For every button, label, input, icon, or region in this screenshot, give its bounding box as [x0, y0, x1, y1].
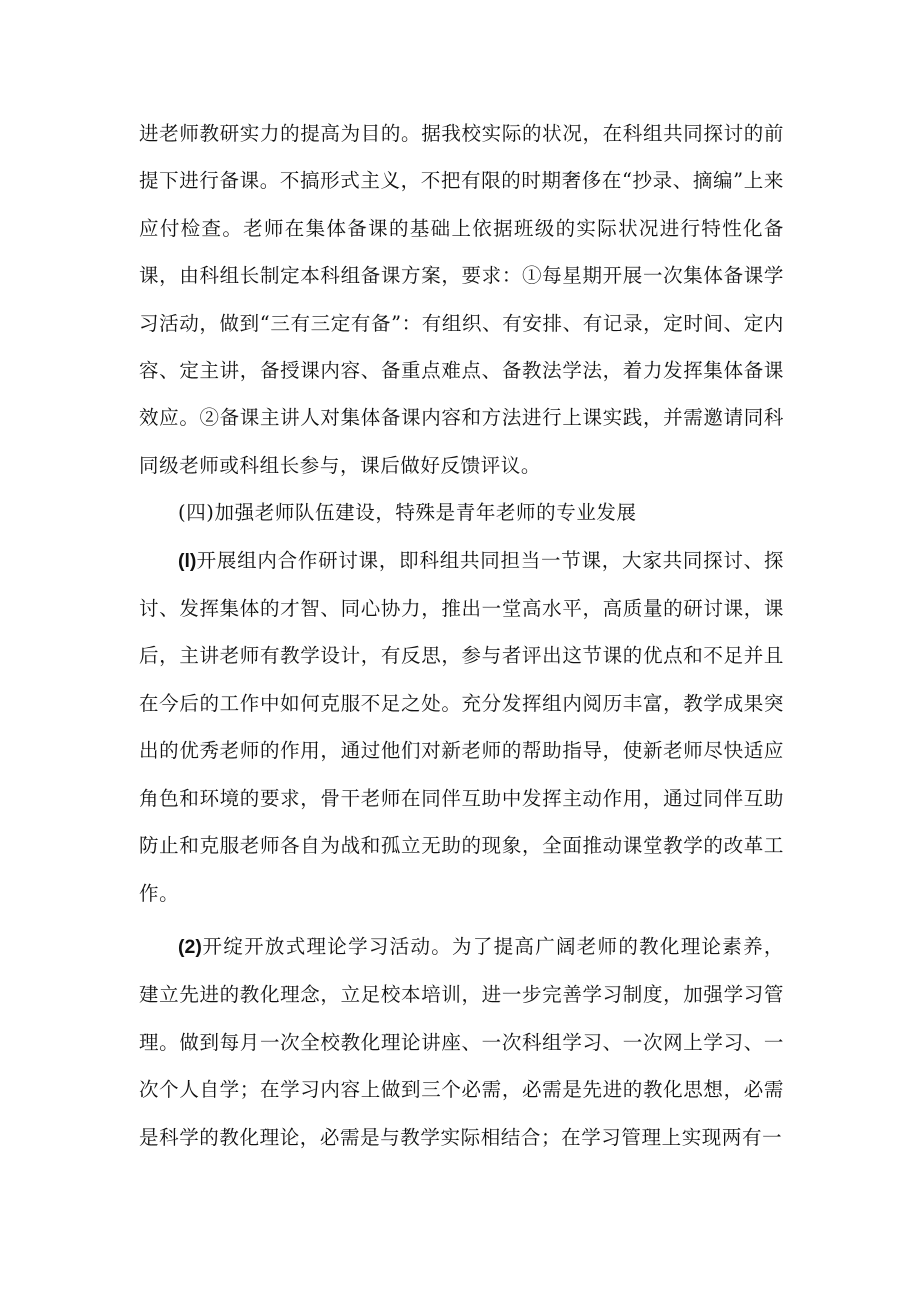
item-number: (2)	[178, 935, 202, 958]
paragraph-text: 开展组内合作研讨课，即科组共同担当一节课，大家共同探讨、探讨、发挥集体的才智、同心协力，推出一堂高水平，高质量的研讨课，课后，主讲老师有教学设计，有反思，参与者评出这节课的优点和不足并且在今后的工作中如何克服不足之处。充分发挥组内阅历丰富，教学成果突出的优秀老师的作用，通过他们对新老师的帮助指导，使新老师尽快适应角色和环境的要求，骨干老师在同伴互助中发挥主动作用，通过同伴互助防止和克服老师各自为战和孤立无助的现象，全面推动课堂教学的改革工作。	[139, 548, 784, 905]
document-body	[139, 110, 784, 1161]
paragraph-lesson-preparation: 进老师教研实力的提高为目的。据我校实际的状况，在科组共同探讨的前提下进行备课。不搞形式主义，不把有限的时期奢侈在“抄录、摘编”上来应付检查。老师在集体备课的基础上依据班级的实际状况进行特性化备课，由科组长制定本科组备课方案，要求：①每星期开展一次集体备课学习活动，做到“三有三定有备”：有组织、有安排、有记录，定时间、定内容、定主讲，备授课内容、备重点难点、备教法学法，着力发挥集体备课效应。②备课主讲人对集体备课内容和方法进行上课实践，并需邀请同科同级老师或科组长参与，课后做好反馈评议。	[139, 122, 784, 477]
paragraph-text: 开绽开放式理论学习活动。为了提高广阔老师的教化理论素养，建立先进的教化理念，立足校本培训，进一步完善学习制度，加强学习管理。做到每月一次全校教化理论讲座、一次科组学习、一次网上学习、一次个人自学；在学习内容上做到三个必需，必需是先进的教化思想，必需是科学的教化理论，必需是与教学实际相结合；在学习管理上实现两有一	[139, 934, 784, 1149]
paragraph-theory-learning	[139, 923, 784, 1161]
paragraph-cooperative-research-lesson	[139, 537, 784, 917]
section-heading-teacher-team: (四)加强老师队伍建设，特殊是青年老师的专业发展	[178, 501, 637, 525]
item-number: (l)	[178, 549, 197, 572]
